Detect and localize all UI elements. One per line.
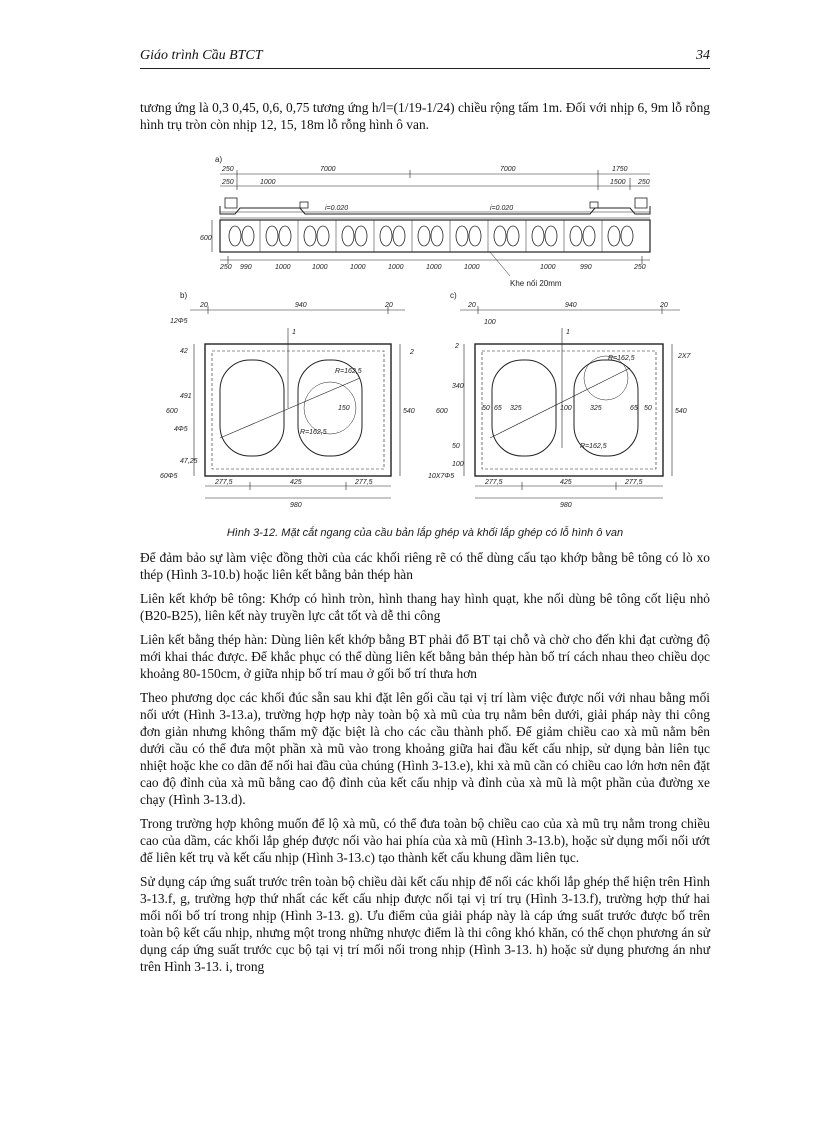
dimension-label: 1000 xyxy=(540,264,556,271)
dimension-label: 1000 xyxy=(426,264,442,271)
dimension-label: 7000 xyxy=(500,166,516,173)
figure-caption: Hình 3-12. Mặt cắt ngang của cầu bản lắp ghép và khối lắp ghép có lỗ hình ô van xyxy=(226,527,624,539)
dimension-label: 1000 xyxy=(275,264,291,271)
dimension-label: 600 xyxy=(166,408,178,415)
dimension-label: 60Φ5 xyxy=(160,473,178,480)
dimension-label: 50 xyxy=(452,443,460,450)
dimension-label: 1000 xyxy=(350,264,366,271)
dimension-label: 10X7Φ5 xyxy=(428,473,455,480)
intro-paragraph: tương ứng là 0,3 0,45, 0,6, 0,75 tương ứng h/l=(1/19-1/24) chiều rộng tấm 1m. Đối với nhịp 6, 9m lỗ rỗng hình trụ tròn còn nhịp 12, 15, 18m lỗ rỗng hình ô van. xyxy=(140,100,710,132)
dimension-label: b) xyxy=(180,291,188,300)
body-text xyxy=(140,549,710,982)
header-title: Giáo trình Cầu BTCT xyxy=(140,48,263,63)
dimension-label: 2 xyxy=(410,349,414,356)
dimension-label: Khe nối 20mm xyxy=(510,279,562,288)
dimension-label: 250 xyxy=(634,264,646,271)
dimension-label: 1 xyxy=(566,329,570,336)
page-number: 34 xyxy=(696,48,710,63)
dimension-label: R=162,5 xyxy=(335,368,362,375)
dimension-label: 600 xyxy=(436,408,448,415)
figure-3-12 xyxy=(160,148,705,520)
paragraph: Trong trường hợp không muốn để lộ xà mũ, có thể đưa toàn bộ chiều cao của xà mũ trụ nằm trong chiều cao của dầm, các khối lắp ghép được nối vào hai phía của xà mũ (Hình 3-13.b), hoặc sử dụng mối nối ướt để liên kết trụ và kết cấu nhịp (Hình 3-13.c) tạo thành kết cấu khung dầm liên tục. xyxy=(140,816,710,865)
paragraph: Theo phương dọc các khối đúc sẵn sau khi đặt lên gối cầu tại vị trí làm việc được nối với nhau bằng mối nối ướt (Hình 3-13.a), trường hợp hợp này toàn bộ xà mũ của trụ nằm bên dưới, giải pháp này thi công đơn giản nhưng không thẩm mỹ đặc biệt là cho các cầu thành phố. Để giảm chiều cao xà mũ nằm bên dưới cầu có thể đưa một phần xà mũ vào trong khoảng giữa hai đầu kết cấu nhịp, sử dụng bản liên tục nhiệt hoặc khe co dãn để nối hai đầu của chúng (Hình 3-13.e), khi xà mũ cần có chiều cao lớn hơn nên đặt cao độ đỉnh của xà mũ bằng cao độ đỉnh của kết cấu nhịp và đỉnh của xà mũ là một phần của đường xe chạy (Hình 3-13.d). xyxy=(140,690,710,807)
dimension-label: R=162,5 xyxy=(608,355,635,362)
dimension-label: 4Φ5 xyxy=(174,426,188,433)
dimension-label: 250 xyxy=(638,179,650,186)
dimension-label: 980 xyxy=(290,502,302,509)
dimension-label: 50 xyxy=(644,405,652,412)
dimension-label: 1000 xyxy=(312,264,328,271)
dimension-label: i=0.020 xyxy=(325,205,349,212)
dimension-label: 1750 xyxy=(612,166,628,173)
dimension-label: 425 xyxy=(290,479,302,486)
dimension-label: 250 xyxy=(222,179,234,186)
dimension-label: 980 xyxy=(560,502,572,509)
dimension-label: 100 xyxy=(452,461,464,468)
dimension-label: 20 xyxy=(660,302,668,309)
dimension-label: R=162,5 xyxy=(300,429,327,436)
dimension-label: 1500 xyxy=(610,179,626,186)
paragraph: Sử dụng cáp ứng suất trước trên toàn bộ chiều dài kết cấu nhịp để nối các khối lắp ghép thể hiện trên Hình 3-13.f, g, trường hợp thứ nhất các kết cấu nhịp được nối tại vị trí trụ (Hình 3-13.f), trường hợp thứ hai mối nối bố trí trong nhịp (Hình 3-13. g). Ưu điểm của giải pháp này là cáp ứng suất trước được bố trên toàn bộ kết cấu nhịp, nhưng một trong những nhược điểm là thi công khó khăn, có thể chọn phương án sử dụng cáp ứng suất trước cục bộ tại vị trí mối nối trong nhịp (Hình 3-13. h) hoặc sử dụng phương án như trên Hình 3-13. i, trong xyxy=(140,874,710,974)
dimension-label: 20 xyxy=(200,302,208,309)
dimension-label: 1000 xyxy=(464,264,480,271)
paragraph: Liên kết khớp bê tông: Khớp có hình tròn, hình thang hay hình quạt, khe nối dùng bê tông cốt liệu nhỏ (B20-B25), liên kết này truyền lực cắt tốt và dễ thi công xyxy=(140,591,710,623)
dimension-label: 20 xyxy=(385,302,393,309)
dimension-label: 340 xyxy=(452,383,464,390)
dimension-label: 325 xyxy=(510,405,522,412)
dimension-label: 2X7 xyxy=(678,353,691,360)
dimension-label: 1000 xyxy=(260,179,276,186)
dimension-label: 1 xyxy=(292,329,296,336)
dimension-label: 540 xyxy=(403,408,415,415)
paragraph: Để đảm bảo sự làm việc đồng thời của các khối riêng rẽ có thể dùng cấu tạo khớp bằng bê tông có lò xo thép (Hình 3-10.b) hoặc liên kết bằng bản thép hàn xyxy=(140,550,710,582)
dimension-label: 540 xyxy=(675,408,687,415)
dimension-label: i=0.020 xyxy=(490,205,514,212)
dimension-label: 7000 xyxy=(320,166,336,173)
dimension-label: 1000 xyxy=(388,264,404,271)
dimension-label: 990 xyxy=(240,264,252,271)
dimension-label: 150 xyxy=(338,405,350,412)
dimension-label: 47,25 xyxy=(180,458,198,465)
dimension-label: 65 xyxy=(630,405,638,412)
label-a: a) xyxy=(215,155,223,164)
dimension-label: 12Φ5 xyxy=(170,318,188,325)
dimension-label: 425 xyxy=(560,479,572,486)
dimension-label: 600 xyxy=(200,235,212,242)
dimension-label: 491 xyxy=(180,393,192,400)
dimension-label: 940 xyxy=(295,302,307,309)
dimension-label: 277,5 xyxy=(355,479,373,486)
dimension-label: 940 xyxy=(565,302,577,309)
dimension-label: 250 xyxy=(220,264,232,271)
page-header xyxy=(140,46,710,69)
dimension-label: R=162,5 xyxy=(580,443,607,450)
dimension-label: 2 xyxy=(455,343,459,350)
cross-section-drawing xyxy=(160,148,705,520)
dimension-label: 277,5 xyxy=(625,479,643,486)
dimension-label: 50 xyxy=(482,405,490,412)
dimension-label: 65 xyxy=(494,405,502,412)
dimension-label: 325 xyxy=(590,405,602,412)
dimension-label: 20 xyxy=(468,302,476,309)
paragraph: Liên kết bằng thép hàn: Dùng liên kết khớp bằng BT phải đổ BT tại chỗ và chờ cho đến khi đạt cường độ mới khai thác được. Để khắc phục có thể dùng liên kết bằng bản thép hàn bố trí cách nhau theo chiều dọc khoảng 80-150cm, ở giữa nhịp bố trí mau ở gối bố trí thưa hơn xyxy=(140,632,710,681)
dimension-label: 100 xyxy=(560,405,572,412)
dimension-label: 100 xyxy=(484,319,496,326)
dimension-label: 250 xyxy=(222,166,234,173)
dimension-label: 277,5 xyxy=(215,479,233,486)
dimension-label: 990 xyxy=(580,264,592,271)
dimension-label: 42 xyxy=(180,348,188,355)
dimension-label: c) xyxy=(450,291,457,300)
dimension-label: 277,5 xyxy=(485,479,503,486)
